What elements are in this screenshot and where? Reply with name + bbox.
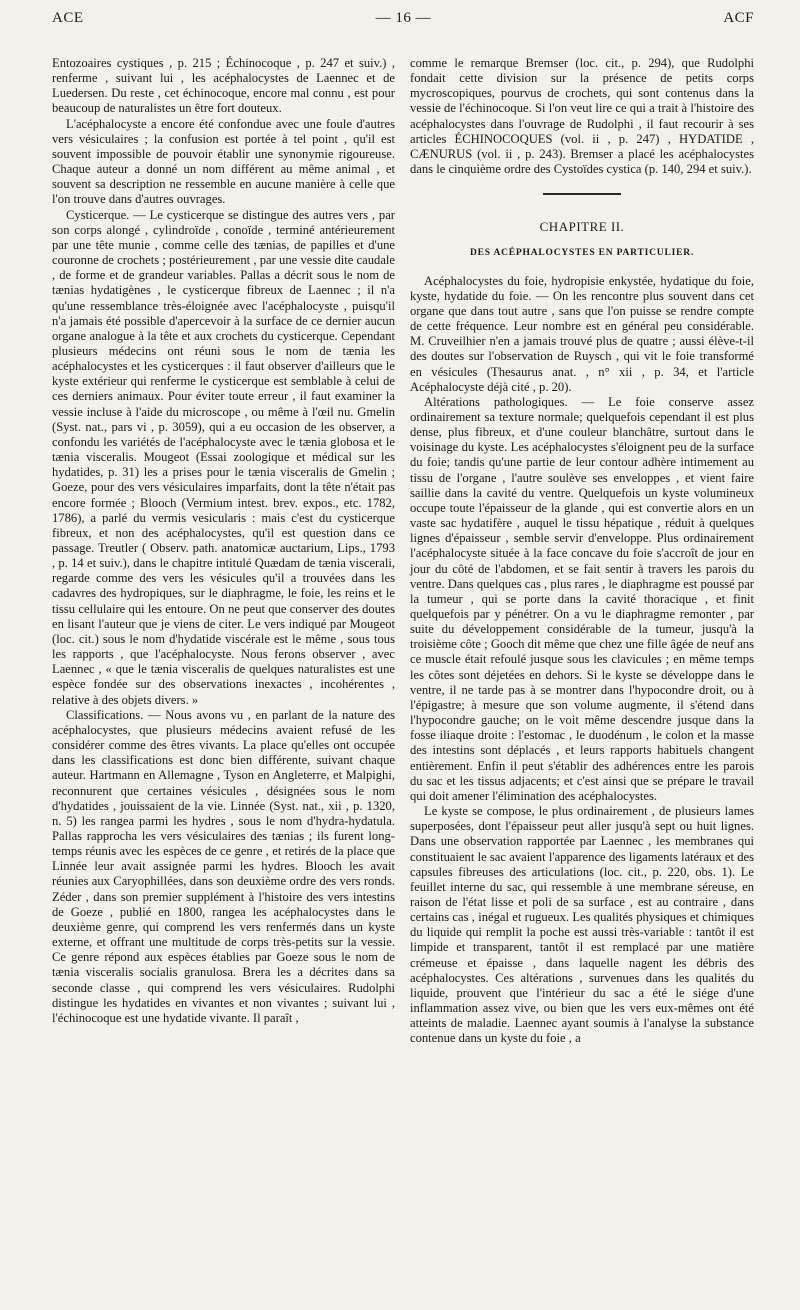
paragraph: comme le remarque Bremser (loc. cit., p. 294), que Rudolphi fondait cette division sur la présence de petits corps mycroscopiques, pourvus de crochets, qui sont contenus dans la vessie de l'échinocoque. Si l'on veut lire ce qui a trait à l'histoire des acéphalocystes dans l'ouvrage de Rudolphi , il faut recourir à ses articles ÉCHINOCOQUES (vol. ii , p. 247) , HYDATIDE , CÆNURUS (vol. ii , p. 243). Bremser a placé les acéphalocystes dans le cinquième ordre des Cystoïdes cystica (p. 140, 294 et suiv.).: [410, 56, 754, 177]
paragraph: L'acéphalocyste a encore été confondue avec une foule d'autres vers vésiculaires ; la confusion est portée à tel point , qu'il est souvent impossible de pouvoir établir une synonymie rigoureuse. Chaque auteur a donné un nom différent au même animal , et souvent sa description ne ressemble en aucune manière à celle que l'on trouve dans d'autres ouvrages.: [52, 116, 395, 207]
page-number: — 16 —: [375, 10, 432, 26]
chapter-subtitle: DES ACÉPHALOCYSTES EN PARTICULIER.: [469, 248, 695, 259]
paragraph: Le kyste se compose, le plus ordinairement , de plusieurs lames superposées, dont l'épaisseur peut aller jusqu'à sept ou huit lignes. Dans une observation rapportée par Laennec , les membranes qui constituaient le sac avaient l'apparence des ligaments latéraux et des capsules fibreuses des articulations (loc. cit., p. 220, obs. 1). Le feuillet interne du sac, qui ressemble à une membrane séreuse, en raison de l'état lisse et poli de sa surface , est au contraire , dans certains cas , inégal et rugueux. Les qualités physiques et chimiques du liquide qui remplit la poche est aussi très-variable : tantôt il est limpide et transparent, tantôt il est remplacé par une matière crémeuse et épaisse , dans laquelle nagent les débris des acéphalocystes. Ces altérations , survenues dans les qualités du liquide, prouvent que l'intérieur du sac a été le siége d'une inflammation assez vive, ou bien que les vers eux-mêmes ont été atteints de maladie. Laennec ayant soumis à l'analyse la substance contenue dans un kyste du foie , a: [410, 804, 754, 1046]
chapter-title: CHAPITRE II.: [539, 219, 625, 235]
paragraph: Cysticerque. — Le cysticerque se distingue des autres vers , par son corps alongé , cylindroïde , conoïde , terminé antérieurement par une tête munie , comme celle des tænias, de papilles et d'une couronne de crochets ; postérieurement , par une vessie dite caudale , de forme et de grandeur variables. Pallas a décrit sous le nom de tænias hydatigènes , le cysticerque fibreux de Laennec ; il n'a qu'une ressemblance très-éloignée avec l'acéphalocyste , puisqu'il n'a jamais été possible d'apercevoir à la surface de ce dernier aucun organe analogue à la tête et aux crochets du cysticerque. Cependant plusieurs médecins ont réuni sous le nom de tænia les acéphalocystes et les cysticerques : il faut observer d'ailleurs que le kyste extérieur qui renferme le cysticerque est semblable à celui de ces derniers animaux. Pour éviter toute erreur , il faut examiner la vessie incluse à l'aide du microscope , ou même à l'œil nu. Gmelin (Syst. nat., pars vi , p. 3059), qui a eu occasion de les observer, a confondu les variétés de l'acéphalocyste avec le tænia globosa et le tænia visceralis. Mougeot (Essai zoologique et médical sur les hydatides, p. 31) les a prises pour le tænia visceralis de Gmelin ; Goeze, pour des vers vésiculaires imparfaits, dont la tête n'était pas encore formée ; Blooch (Vermium intest. brev. expos., etc. 1782, 1786), a parlé du vermis vesicularis : mais c'est du cysticerque fibreux, et non des acéphalocystes, qu'il est question dans ce passage. Treutler ( Observ. path. anatomicæ auctarium, Lips., 1793 , p. 14 et suiv.), dans le chapitre intitulé Quædam de tænia viscerali, regarde comme des vers les vésicules qu'il a trouvées dans les cadavres des hydropiques, sur le diaphragme, le foie, les reins et le tissu cellulaire qui les entoure. On ne peut que conserver des doutes en lisant l'auteur que je viens de citer. Le vers indiqué par Mougeot (loc. cit.) sous le nom d'hydatide viscérale est le même , sous tous les rapports , que l'acéphalocyste. Nous ferons observer , avec Laennec , « que le tænia visceralis de quelques naturalistes est une espèce fondée sur des observations inexactes , incohérentes , relative à des objets divers. »: [52, 207, 395, 707]
running-head: [52, 10, 754, 27]
paragraph: Entozoaires cystiques , p. 215 ; Échinocoque , p. 247 et suiv.) , renferme , suivant lui , les acéphalocystes de Laennec et de Luedersen. Du reste , cet échinocoque, encore mal connu , est pour beaucoup de naturalistes un être fort douteux.: [52, 56, 395, 116]
header-right: ACF: [723, 10, 754, 26]
paragraph: Classifications. — Nous avons vu , en parlant de la nature des acéphalocystes, que plusieurs médecins avaient refusé de les considérer comme des êtres vivants. La place qu'elles ont occupée dans les classifications est donc bien différente, suivant chaque auteur. Hartmann en Allemagne , Tyson en Angleterre, et Malpighi, reconnurent que certaines vésicules , désignées sous le nom d'hydatides , jouissaient de la vie. Linnée (Syst. nat., xii , p. 1320, n. 5) les rangea parmi les hydres , sous le nom d'hydra-hydatula. Pallas rapprocha les vers vésiculaires des tænias ; ils furent long-temps réunis avec les espèces de ce genre , et retirés de la place que Linnée leur avait assignée parmi les hydres. Blooch les avait réunies aux Caryophillées, dans son deuxième ordre des vers ronds. Zéder , dans son premier supplément à l'histoire des vers intestins de Goeze , publié en 1800, rangea les acéphalocystes dans le deuxième genre, qui comprend les vers renfermés dans un kyste externe, et offrant une multitude de corps très-petits sur la vessie. Ce genre répond aux espèces établies par Goeze sous le nom de tænia visceralis socialis granulosa. Brera les a décrites dans sa seconde classe , qui comprend les vers vésiculaires. Rudolphi distingue les hydatides en vivantes et non vivantes ; suivant lui , l'échinocoque est une hydatide vivante. Il paraît ,: [52, 707, 395, 1025]
right-column: [410, 56, 754, 1047]
header-left: ACE: [52, 10, 84, 26]
paragraph: Altérations pathologiques. — Le foie conserve assez ordinairement sa texture normale; quelquefois cependant il est plus dense, plus fibreux, et d'une couleur blanchâtre, surtout dans le voisinage du kyste. Les acéphalocystes s'éloignent peu de la surface du foie; tandis qu'une partie de leur contour adhère intimement au tissu de l'organe , l'autre soulève ses enveloppes , et vient faire saillie dans la cavité du ventre. Quelquefois un kyste volumineux occupe toute l'épaisseur de la glande , qui est convertie alors en un vaste sac hydatifère , auquel le tissu hépatique , réduit à quelques lignes d'épaisseur , semble servir d'enveloppe. Plus ordinairement l'acéphalocyste située à la face concave du foie s'accroît de jour en jour du côté de l'abdomen, et se fait sentir à travers les parois du ventre. Dans quelques cas , plus rares , le diaphragme est poussé par la tumeur , qui se porte dans la cavité thoracique , et finit quelquefois par y pénétrer. On a vu le diaphragme remonter , par suite du développement considérable de la tumeur, jusqu'à la troisième côte ; Gooch dit même que chez une fille âgée de neuf ans ce muscle était refoulé jusque sous les clavicules ; en même temps les côtes sont déjetées en dehors. Si le kyste se développe dans le ventre, il ne tarde pas à se montrer dans l'hypocondre droit, ou à l'épigastre; à mesure que son volume augmente, il s'étend dans l'hypocondre gauche; on le voit même descendre jusque dans la fosse iliaque droite : l'estomac , le duodénum , le colon et la masse des intestins sont déplacés , et leurs rapports habituels changent entièrement. Enfin il peut s'établir des adhérences entre les parois du sac et les tissus adjacents; et c'est ainsi que se prépare le travail qui doit amener l'élimination des acéphalocystes.: [410, 394, 754, 803]
paragraph: Acéphalocystes du foie, hydropisie enkystée, hydatique du foie, kyste, hydatide du foie. — On les rencontre plus souvent dans cet organe que dans tout autre , sans que l'on puisse se rendre compte de cette fréquence. Leur nombre est en général peu considérable. M. Cruveilhier n'en a jamais trouvé plus de quatre ; aussi élève-t-il des doutes sur l'observation de Ruysch , qui vit le foie transformé en vésicules (Thesaurus anat. , n° xii , p. 34, et l'article Acéphalocyste déjà cité , p. 20).: [410, 273, 754, 394]
section-divider: [543, 193, 621, 195]
left-column: [52, 56, 395, 1026]
